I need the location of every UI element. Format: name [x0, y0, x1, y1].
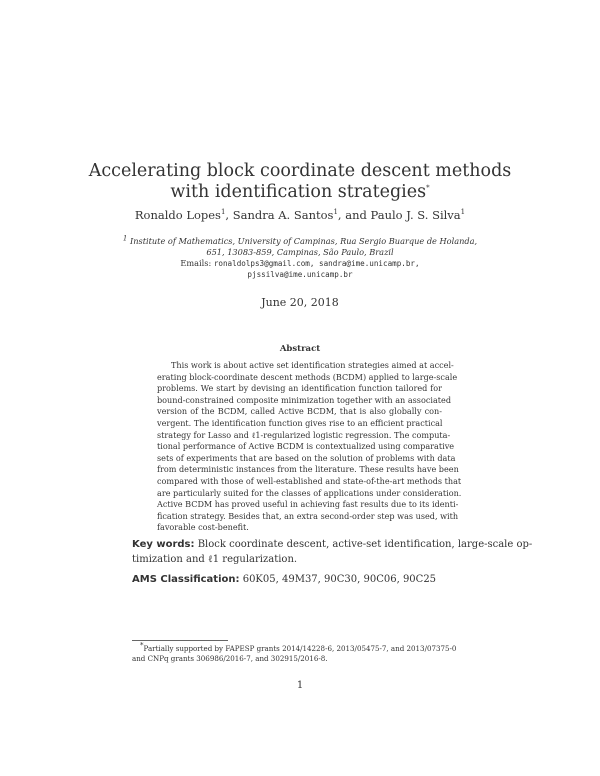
abstract-line: vergent. The identification function gives rise to an efficient practical — [157, 418, 443, 428]
author-name: Paulo J. S. Silva — [370, 208, 461, 222]
ams-label: AMS Classification: — [132, 574, 240, 585]
footnote-line-2: and CNPq grants 306986/2016-7, and 302915/2016-8. — [132, 654, 328, 663]
footnote-rule — [132, 640, 228, 641]
page-number: 1 — [296, 680, 304, 691]
abstract-line: strategy for Lasso and ℓ1-regularized logistic regression. The computa- — [157, 429, 451, 440]
keywords-label: Key words: — [132, 539, 195, 550]
footnote-line-1: *Partially supported by FAPESP grants 2014/14228-6, 2013/05475-7, and 2013/07375-0 — [140, 641, 457, 653]
emails-line-1: Emails: ronaldolps3@gmail.com, sandra@ime.unicamp.br, — [180, 258, 420, 268]
affiliation-mark: 1 — [220, 208, 226, 217]
affiliation-line-1: $^1$ Institute of Mathematics, University of Campinas, Rua Sergio Buarque de Holanda, — [122, 234, 478, 246]
abstract-line: fication strategy. Besides that, an extra second-order step was used, with — [157, 510, 459, 521]
abstract-line: are particularly suited for the classes of applications under consideration. — [157, 487, 462, 498]
abstract-line: Active BCDM has proved useful in achieving fast results due to its identi- — [157, 499, 459, 510]
author-name: Sandra A. Santos — [232, 208, 334, 222]
paper-title-line-1: Accelerating block coordinate descent methods — [88, 161, 512, 181]
abstract-line: bound-constrained composite minimization together with an associated — [157, 394, 452, 405]
emails-line-2: pjssilva@ime.unicamp.br — [247, 270, 353, 279]
abstract-line: compared with those of well-established and state-of-the-art methods that — [157, 476, 462, 486]
abstract-line: tional performance of Active BCDM is contextualized using comparative — [157, 441, 455, 452]
abstract-line: from deterministic instances from the literature. These results have been — [157, 464, 459, 475]
paper-title-line-2: with identification strategies* — [170, 182, 430, 202]
ams-classification — [132, 573, 468, 588]
emails-label: Emails: — [180, 258, 212, 268]
abstract-line: sets of experiments that are based on the solution of problems with data — [157, 452, 456, 463]
ams-codes: 60K05, 49M37, 90C30, 90C06, 90C25 — [242, 574, 437, 585]
author-list: Ronaldo Lopes$^1$, Sandra A. Santos$^1$, and Paulo J. S. Silva$^1$ — [134, 208, 466, 222]
abstract-line: problems. We start by devising an identification function tailored for — [157, 383, 442, 394]
abstract-line: erating block-coordinate descent methods (BCDM) applied to large-scale — [157, 371, 458, 382]
affiliation-mark: 1 — [460, 208, 466, 217]
affiliation-line-2: 651, 13083-859, Campinas, São Paulo, Brazil — [206, 247, 394, 257]
abstract-line: This work is about active set identification strategies aimed at accel- — [171, 360, 454, 370]
abstract-line: version of the BCDM, called Active BCDM, that is also globally con- — [157, 406, 442, 417]
abstract-heading: Abstract — [279, 344, 321, 354]
keywords-line-2: timization and ℓ1 regularization. — [132, 553, 298, 565]
author-name: Ronaldo Lopes — [134, 208, 221, 222]
abstract-line: favorable cost-benefit. — [157, 522, 249, 533]
keywords-line-1: Key words: Block coordinate descent, active-set identification, large-scale op- — [132, 539, 533, 550]
title-footnote-mark: * — [426, 184, 430, 193]
publication-date: June 20, 2018 — [261, 296, 339, 309]
affiliation-mark: 1 — [333, 208, 338, 217]
